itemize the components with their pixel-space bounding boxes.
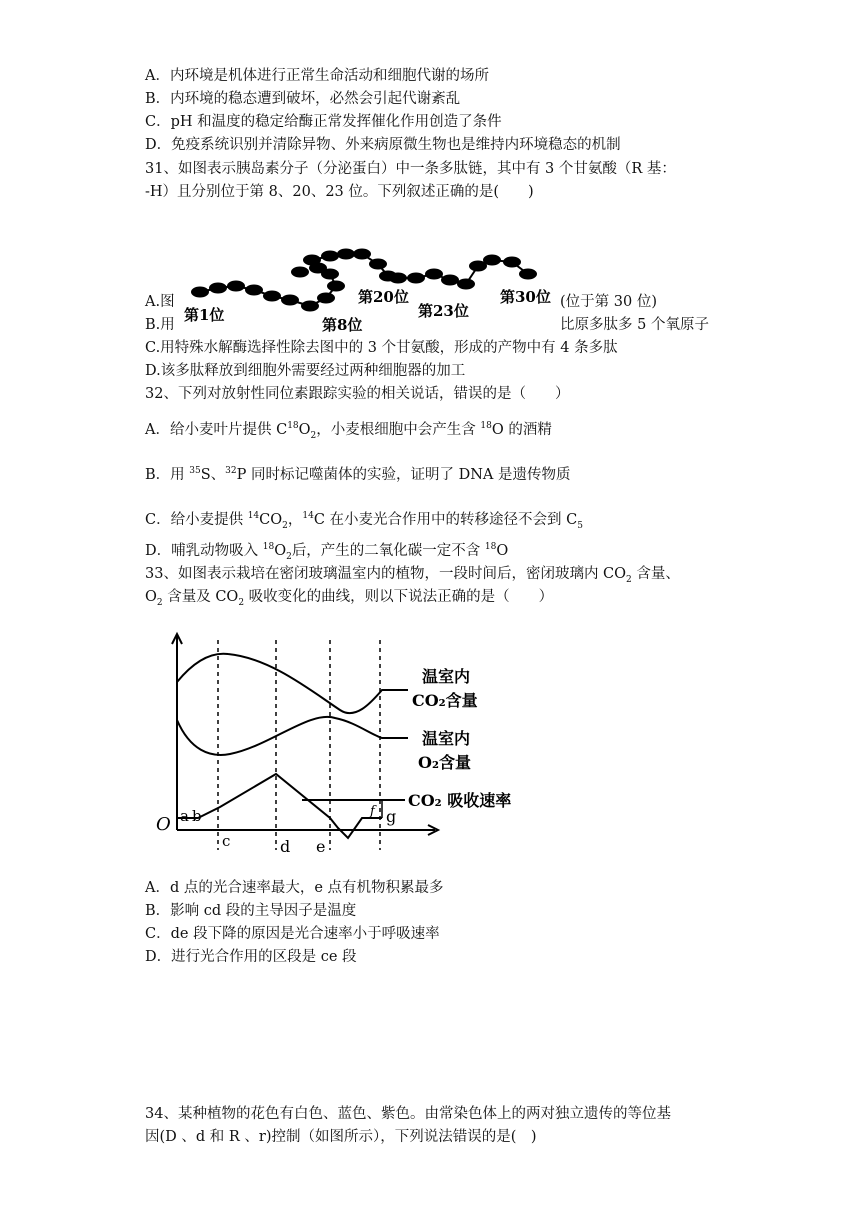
q32-option-c: C．给小麦提供 $^{14}CO_2$，$^{14}$C 在小麦光合作用中的转移途径不会到 $C_5$	[145, 511, 583, 531]
label-pos-1: 第1位	[184, 306, 225, 324]
label-pos-8: 第8位	[322, 316, 363, 334]
q31-stem-line2: -H）且分别位于第 8、20、23 位。下列叙述正确的是( )	[145, 184, 534, 200]
q31-option-a-start: A.图	[145, 294, 175, 310]
greenhouse-curves-figure	[150, 630, 560, 865]
polypeptide-chain-figure	[160, 240, 570, 340]
point-g-label: g	[386, 807, 397, 826]
point-d-label: d	[280, 837, 291, 856]
q30-option-a: A．内环境是机体进行正常生命活动和细胞代谢的场所	[145, 68, 489, 84]
legend-o2-line1: 温室内	[422, 729, 471, 748]
q31-option-b-start: B.用	[145, 317, 175, 333]
q30-option-d: D．免疫系统识别并清除异物、外来病原微生物也是维持内环境稳态的机制	[145, 137, 621, 153]
q31-option-c: C.用特殊水解酶选择性除去图中的 3 个甘氨酸，形成的产物中有 4 条多肽	[145, 340, 618, 356]
q31-option-d: D.该多肽释放到细胞外需要经过两种细胞器的加工	[145, 363, 466, 379]
point-c-label: c	[222, 832, 231, 850]
point-b-label: b	[192, 807, 202, 825]
label-pos-20: 第20位	[358, 288, 409, 306]
q32-option-d: D．哺乳动物吸入 $^{18}O_2$后，产生的二氧化碳一定不含 $^{18}$O	[145, 542, 509, 562]
legend-o2-line2: O₂含量	[418, 753, 471, 772]
point-e-label: e	[316, 837, 326, 856]
q33-option-b: B．影响 cd 段的主导因子是温度	[145, 903, 357, 919]
q30-option-b: B．内环境的稳态遭到破坏，必然会引起代谢紊乱	[145, 91, 461, 107]
co2-absorption-curve	[177, 774, 382, 838]
q32-stem: 32、下列对放射性同位素跟踪实验的相关说话，错误的是（ ）	[145, 386, 570, 402]
o2-content-curve	[177, 717, 408, 755]
q33-option-d: D．进行光合作用的区段是 ce 段	[145, 949, 357, 965]
legend-co2-line1: 温室内	[422, 667, 471, 686]
q31-option-a-end: (位于第 30 位)	[560, 294, 657, 310]
legend-co2-line2: CO₂含量	[412, 691, 478, 710]
q33-stem-line2: $O_2$ 含量及 $CO_2$ 吸收变化的曲线，则以下说法正确的是（ ）	[145, 589, 554, 608]
q32-option-a: A．给小麦叶片提供 $C^{18}O_2$，小麦根细胞中会产生含 $^{18}$O 的酒精	[145, 421, 552, 441]
point-f-label: f	[370, 804, 375, 819]
legend-co2-absorption-rate: CO₂ 吸收速率	[408, 791, 512, 810]
axis-origin-label: O	[156, 814, 171, 835]
q30-option-c: C．pH 和温度的稳定给酶正常发挥催化作用创造了条件	[145, 114, 502, 130]
label-pos-23: 第23位	[418, 302, 469, 320]
q33-option-a: A．d 点的光合速率最大，e 点有机物积累最多	[145, 880, 444, 896]
dotted-guides	[218, 640, 380, 850]
q33-stem-line1: 33、如图表示栽培在密闭玻璃温室内的植物，一段时间后，密闭玻璃内 $CO_2$ 含量、	[145, 566, 680, 585]
q34-stem-line1: 34、某种植物的花色有白色、蓝色、紫色。由常染色体上的两对独立遗传的等位基	[145, 1106, 671, 1122]
q31-stem-line1: 31、如图表示胰岛素分子（分泌蛋白）中一条多肽链，其中有 3 个甘氨酸（R 基：	[145, 161, 676, 177]
q34-stem-line2: 因(D 、d 和 R 、r)控制（如图所示），下列说法错误的是( )	[145, 1129, 537, 1145]
q33-option-c: C．de 段下降的原因是光合速率小于呼吸速率	[145, 926, 440, 942]
co2-content-curve	[177, 654, 408, 713]
point-a-label: a	[180, 807, 189, 825]
label-pos-30: 第30位	[500, 288, 551, 306]
q32-option-b: B．用 $^{35}$S、$^{32}$P 同时标记噬菌体的实验，证明了 DNA 是遗传物质	[145, 466, 571, 483]
q31-option-b-end: 比原多肽多 5 个氧原子	[560, 317, 709, 333]
